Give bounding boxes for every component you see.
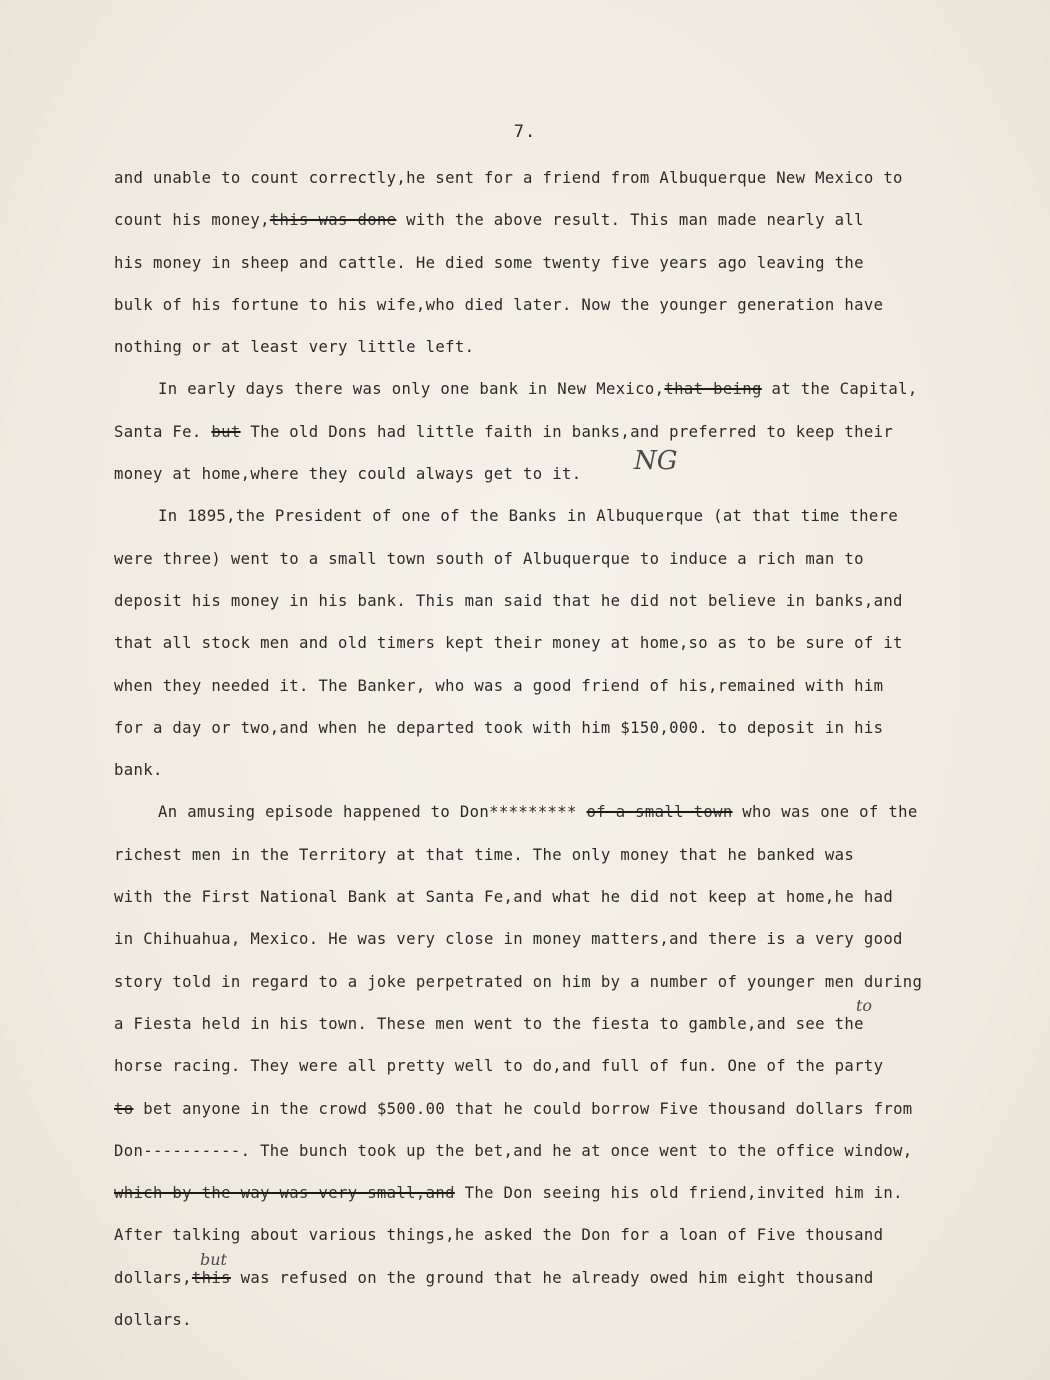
text-line (114, 622, 1004, 664)
text-line (114, 834, 1004, 876)
line-text: Don----------. The bunch took up the bet,and he at once went to the office window, (114, 1141, 913, 1160)
text-line (114, 1045, 1004, 1087)
line-text: story told in regard to a joke perpetrated on him by a number of younger men during (114, 972, 923, 991)
text-line (114, 326, 1004, 368)
text-line (114, 453, 1004, 495)
line-text: in Chihuahua, Mexico. He was very close in money matters,and there is a very good (114, 930, 903, 949)
text-line (114, 1088, 1004, 1130)
struck-through-text: of a small town (586, 803, 733, 822)
line-text: his money in sheep and cattle. He died some twenty five years ago leaving the (114, 253, 864, 272)
text-line (114, 1214, 1004, 1256)
struck-through-text: this (191, 1268, 231, 1287)
text-line (114, 665, 1004, 707)
page-number: 7. (513, 122, 537, 142)
line-text-after: was refused on the ground that he already owed him eight thousand (230, 1268, 874, 1287)
line-text: horse racing. They were all pretty well to do,and full of fun. One of the party (114, 1057, 884, 1076)
text-line (114, 1130, 1004, 1172)
line-text: and unable to count correctly,he sent for a friend from Albuquerque New Mexico to (114, 169, 903, 187)
line-text-after: with the above result. This man made nearly all (396, 211, 864, 230)
text-line (114, 749, 1004, 791)
line-text-before: In early days there was only one bank in New Mexico, (158, 380, 665, 399)
line-text: when they needed it. The Banker, who was a good friend of his,remained with him (114, 676, 884, 695)
text-line (114, 538, 1004, 580)
line-text-before: dollars, (114, 1268, 192, 1287)
line-text: money at home,where they could always get to it. (114, 465, 582, 484)
line-text-before: Santa Fe. (114, 422, 212, 441)
handwritten-insert-to: to (856, 996, 873, 1015)
line-text: In 1895,the President of one of the Banks in Albuquerque (at that time there (158, 507, 899, 526)
line-text-after: who was one of the (732, 803, 918, 822)
line-text: with the First National Bank at Santa Fe,and what he did not keep at home,he had (114, 888, 894, 907)
struck-through-text: that being (664, 380, 762, 399)
text-line (114, 1257, 1004, 1299)
struck-through-text: to (114, 1099, 134, 1118)
text-line (114, 1299, 1004, 1341)
struck-through-text: but (211, 422, 241, 441)
line-text-after: bet anyone in the crowd $500.00 that he could borrow Five thousand dollars from (133, 1099, 913, 1118)
struck-through-text: which by the way was very small,and (114, 1184, 455, 1203)
line-text-after: The old Dons had little faith in banks,and preferred to keep their (240, 422, 894, 441)
line-text-before: count his money, (114, 211, 270, 230)
text-line (114, 1172, 1004, 1214)
line-text: richest men in the Territory at that time. The only money that he banked was (114, 845, 855, 864)
handwritten-margin-mark: NG (634, 446, 678, 476)
line-text: deposit his money in his bank. This man said that he did not believe in banks,and (114, 591, 903, 610)
struck-through-text: this was done (269, 211, 397, 230)
line-text-after: at the Capital, (761, 380, 918, 399)
line-text: After talking about various things,he asked the Don for a loan of Five thousand (114, 1226, 884, 1245)
text-line (114, 242, 1004, 284)
line-text: bank. (114, 761, 163, 780)
text-line (114, 157, 1004, 199)
text-line (114, 199, 1004, 241)
line-text: bulk of his fortune to his wife,who died later. Now the younger generation have (114, 295, 884, 314)
text-line (114, 411, 1004, 453)
typed-body (114, 157, 1004, 1341)
text-line (114, 580, 1004, 622)
line-text: were three) went to a small town south of Albuquerque to induce a rich man to (114, 549, 864, 568)
line-text: for a day or two,and when he departed took with him $150,000. to deposit in his (114, 718, 884, 737)
handwritten-insert-but: but (200, 1250, 227, 1269)
text-line (114, 876, 1004, 918)
text-line (114, 495, 1004, 537)
line-text-after: The Don seeing his old friend,invited him in. (454, 1184, 903, 1203)
text-line (114, 707, 1004, 749)
text-line (114, 368, 1004, 410)
text-line (114, 918, 1004, 960)
line-text-before: An amusing episode happened to Don********* (158, 803, 587, 822)
text-line (114, 284, 1004, 326)
line-text: nothing or at least very little left. (114, 338, 475, 357)
text-line (114, 791, 1004, 833)
line-text: that all stock men and old timers kept their money at home,so as to be sure of it (114, 634, 903, 653)
line-text: a Fiesta held in his town. These men went to the fiesta to gamble,and see the (114, 1014, 864, 1033)
line-text: dollars. (114, 1311, 192, 1330)
